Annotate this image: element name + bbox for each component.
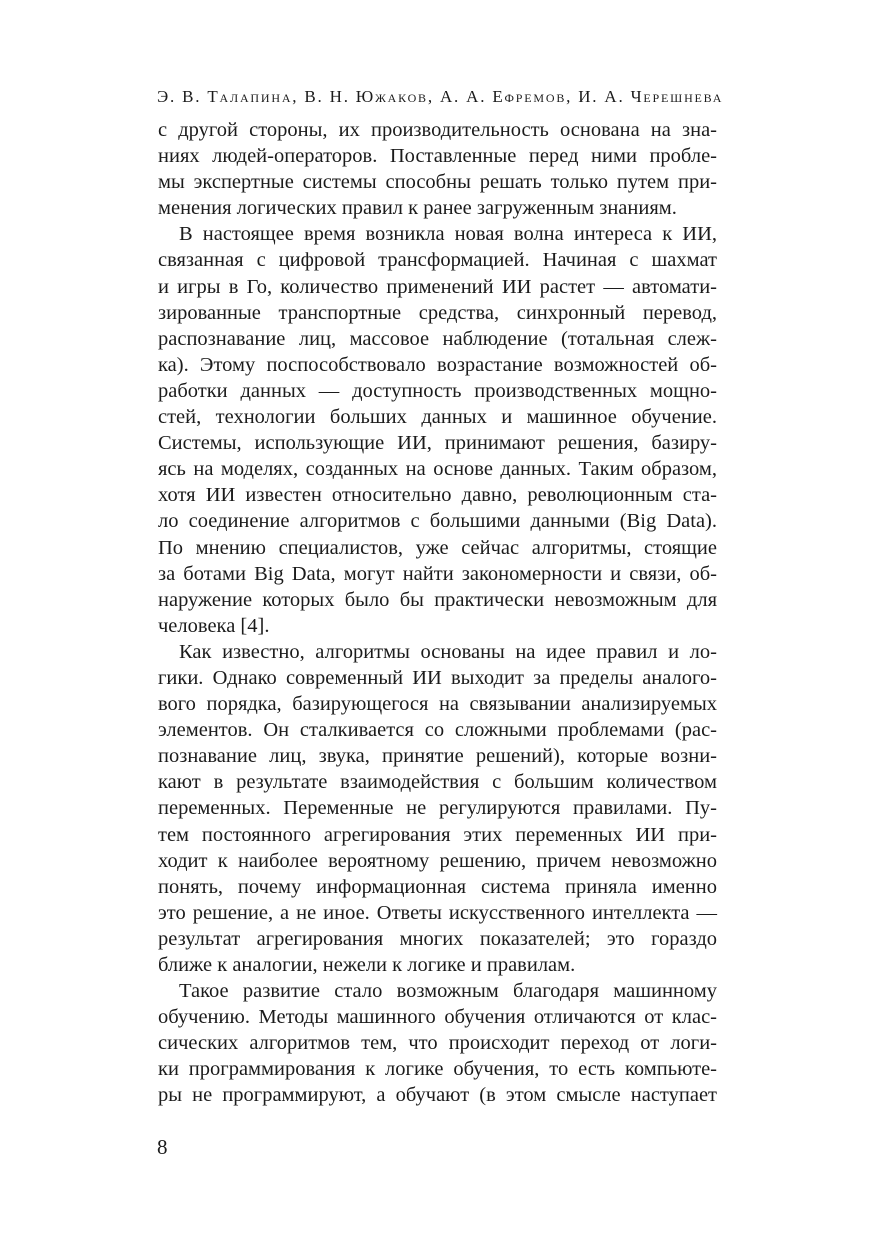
- text-line: ясь на моделях, созданных на основе данных. Таким образом,: [158, 458, 717, 481]
- paragraph: [158, 221, 717, 639]
- text-line: наружение которых было бы практически невозможным для: [158, 588, 717, 611]
- text-line: Как известно, алгоритмы основаны на идее правил и ло-: [179, 640, 717, 663]
- text-line: обучению. Методы машинного обучения отличаются от клас-: [158, 1006, 717, 1029]
- text-line: ло соединение алгоритмов с большими данными (Big Data).: [158, 510, 717, 533]
- page-number: 8: [157, 1135, 168, 1159]
- text-line: с другой стороны, их производительность основана на зна-: [158, 119, 717, 141]
- text-line: элементов. Он сталкивается со сложными проблемами (рас-: [158, 719, 717, 742]
- text-line: распознавание лиц, массовое наблюдение (тотальная слеж-: [158, 327, 717, 350]
- text-line: тем постоянного агрегирования этих переменных ИИ при-: [158, 823, 717, 846]
- text-line: кают в результате взаимодействия с большим количеством: [158, 771, 717, 794]
- text-line: мы экспертные системы способны решать только путем при-: [158, 171, 717, 194]
- text-line: ка). Этому поспособствовало возрастание возможностей об-: [158, 353, 717, 376]
- text-line: Системы, использующие ИИ, принимают решения, базиру-: [158, 432, 717, 455]
- text-line: По мнению специалистов, уже сейчас алгоритмы, стоящие: [158, 536, 717, 559]
- text-line: ходит к наиболее вероятному решению, причем невозможно: [158, 849, 717, 872]
- text-line: гики. Однако современный ИИ выходит за пределы аналого-: [158, 666, 717, 689]
- running-header: Э. В. Талапина, В. Н. Южаков, А. А. Ефремов, И. А. Черешнева: [157, 87, 724, 106]
- text-line: работки данных — доступность производственных мощно-: [158, 379, 717, 402]
- text-line: человека [4].: [158, 614, 270, 637]
- text-line: сических алгоритмов тем, что происходит переход от логи-: [158, 1032, 717, 1055]
- paragraph: [158, 117, 717, 221]
- text-line: вого порядка, базирующегося на связывании анализируемых: [158, 693, 717, 716]
- text-line: Такое развитие стало возможным благодаря машинному: [179, 980, 717, 1003]
- text-line: результат агрегирования многих показателей; это гораздо: [158, 927, 717, 950]
- text-line: ки программирования к логике обучения, то есть компьюте-: [158, 1058, 717, 1081]
- paragraph: [158, 639, 717, 978]
- text-line: В настоящее время возникла новая волна интереса к ИИ,: [179, 223, 717, 246]
- text-line: связанная с цифровой трансформацией. Начиная с шахмат: [158, 249, 717, 272]
- text-line: ниях людей-операторов. Поставленные перед ними пробле-: [158, 145, 717, 168]
- paragraph: [158, 978, 717, 1108]
- text-line: это решение, а не иное. Ответы искусственного интеллекта —: [158, 901, 717, 924]
- text-line: и игры в Го, количество применений ИИ растет — автомати-: [158, 275, 717, 298]
- text-body: [158, 117, 717, 1109]
- text-line: хотя ИИ известен относительно давно, революционным ста-: [158, 484, 717, 507]
- text-line: за ботами Big Data, могут найти закономерности и связи, об-: [158, 562, 717, 585]
- text-line: ры не программируют, а обучают (в этом смысле наступает: [158, 1084, 717, 1107]
- text-line: переменных. Переменные не регулируются правилами. Пу-: [158, 797, 717, 820]
- text-line: стей, технологии больших данных и машинное обучение.: [158, 406, 717, 429]
- text-line: зированные транспортные средства, синхронный перевод,: [158, 301, 717, 324]
- text-line: ближе к аналогии, нежели к логике и правилам.: [158, 954, 576, 976]
- text-line: менения логических правил к ранее загруженным знаниям.: [158, 197, 677, 220]
- text-line: понять, почему информационная система приняла именно: [158, 875, 717, 898]
- text-line: познавание лиц, звука, принятие решений), которые возни-: [158, 745, 717, 768]
